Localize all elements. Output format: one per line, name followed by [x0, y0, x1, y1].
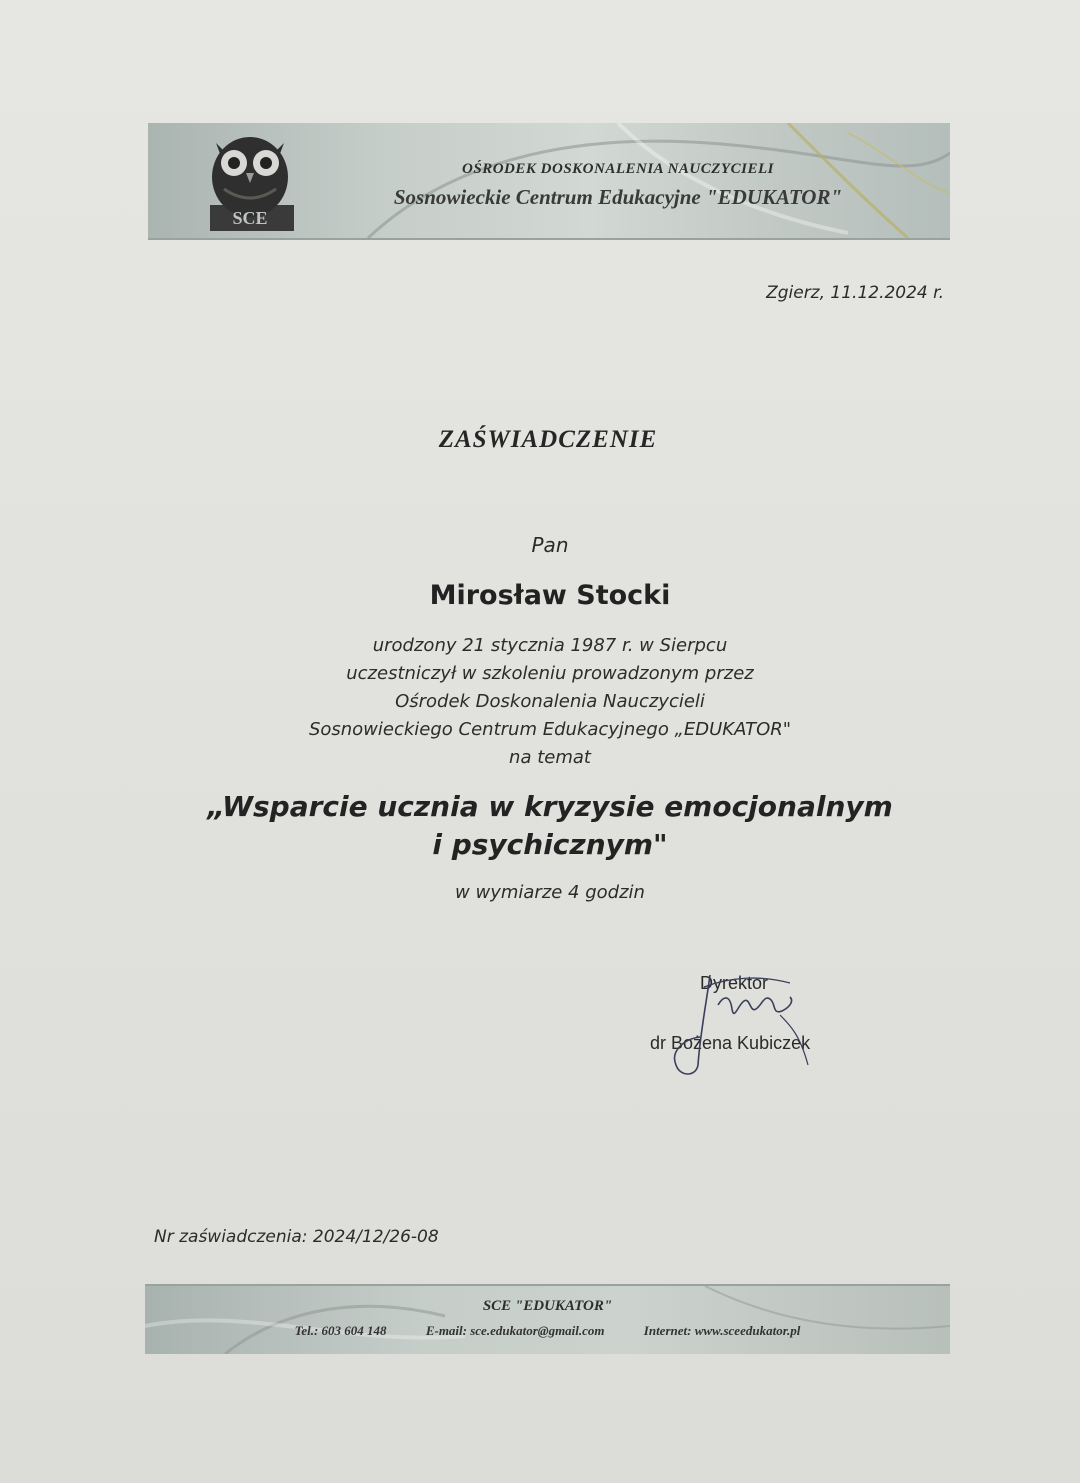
header-institute-line: OŚRODEK DOSKONALENIA NAUCZYCIELI: [462, 161, 774, 177]
footer-phone: Tel.: 603 604 148: [294, 1323, 387, 1338]
header-banner: [148, 123, 950, 240]
body-line: Ośrodek Doskonalenia Nauczycieli: [395, 691, 705, 712]
body-line: urodzony 21 stycznia 1987 r. w Sierpcu: [372, 635, 728, 656]
topic-line: i psychicznym": [432, 828, 668, 861]
footer-contacts: [145, 1323, 950, 1339]
signatory-name: dr Bożena Kubiczek: [650, 1033, 811, 1053]
issue-date: Zgierz, 11.12.2024 r.: [766, 283, 944, 303]
training-duration: w wymiarze 4 godzin: [455, 882, 645, 903]
header-center-name: Sosnowieckie Centrum Edukacyjne "EDUKATOR": [393, 185, 843, 209]
body-line: na temat: [509, 747, 591, 768]
signature-block: [640, 965, 880, 1085]
footer-title: SCE "EDUKATOR": [482, 1298, 613, 1314]
body-line: uczestniczył w szkoleniu prowadzonym przez: [346, 663, 754, 684]
topic-line: „Wsparcie ucznia w kryzysie emocjonalnym: [207, 790, 893, 823]
training-topic: [0, 788, 1080, 864]
certificate-number: Nr zaświadczenia: 2024/12/26-08: [154, 1227, 439, 1247]
owl-logo: [198, 127, 303, 233]
footer-banner: [145, 1284, 950, 1354]
handwritten-signature: [640, 965, 880, 1085]
signatory-role: Dyrektor: [700, 973, 769, 993]
footer-website: Internet: www.sceedukator.pl: [643, 1323, 801, 1338]
body-line: Sosnowieckiego Centrum Edukacyjnego „EDUKATOR": [308, 719, 792, 740]
footer-swoosh-decoration: [145, 1286, 950, 1354]
footer-email: E-mail: sce.edukator@gmail.com: [425, 1323, 605, 1338]
recipient-name: Mirosław Stocki: [429, 580, 671, 611]
salutation: Pan: [531, 533, 569, 557]
logo-text: SCE: [232, 208, 268, 228]
certificate-body: [0, 632, 1080, 772]
document-title: ZAŚWIADCZENIE: [438, 426, 658, 453]
